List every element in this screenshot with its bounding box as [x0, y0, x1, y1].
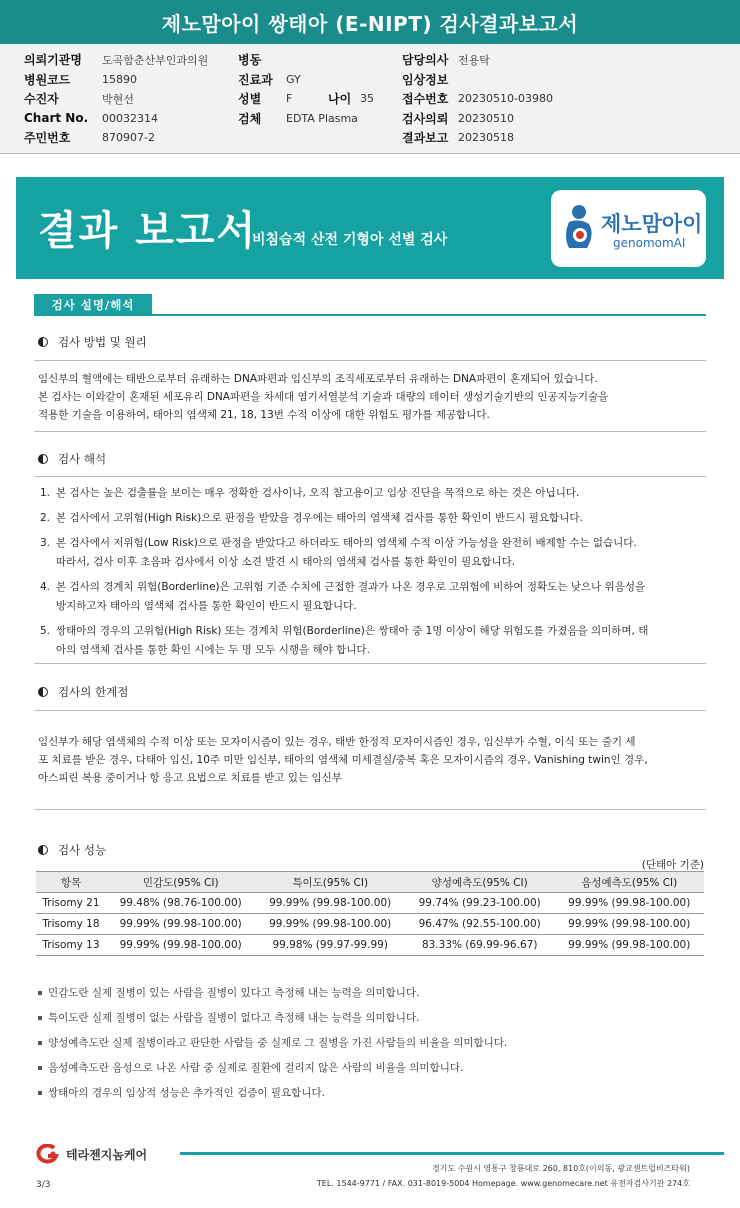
divider: [34, 809, 706, 810]
table-cell: Trisomy 18: [36, 914, 106, 935]
divider: [34, 710, 706, 711]
note-text: 양성예측도란 실제 질병이라고 판단한 사람들 중 실제로 그 질병을 가진 사람들의 비율을 의미합니다.: [48, 1037, 508, 1049]
column-header: 특이도(95% CI): [255, 872, 405, 893]
info-row: [402, 70, 553, 90]
bullet-icon: [38, 1041, 42, 1045]
section-tab: 검사 설명/해석: [34, 294, 152, 315]
info-label: Chart No.: [24, 111, 89, 126]
theragen-logo-icon: [34, 1144, 60, 1164]
column-header: 양성예측도(95% CI): [405, 872, 555, 893]
banner-subtitle: 비침습적 산전 기형아 선별 검사: [252, 232, 448, 248]
half-circle-icon: [38, 337, 48, 347]
age-label: 나이: [328, 92, 352, 107]
half-circle-icon: [38, 454, 48, 464]
info-label: 병원코드: [24, 72, 71, 87]
patient-info-column-3: [402, 50, 553, 148]
table-row: [36, 914, 704, 935]
item-line: 아의 염색체 검사를 통한 확인 시에는 두 명 모두 시행을 해야 합니다.: [56, 644, 370, 656]
note-text: 민감도란 실제 질병이 있는 사람을 질병이 있다고 측정해 내는 능력을 의미합니다.: [48, 987, 420, 999]
section-divider: [34, 314, 706, 316]
info-label: 수진자: [24, 92, 59, 107]
half-circle-icon: [38, 845, 48, 855]
info-value: 870907-2: [102, 131, 155, 145]
divider: [34, 431, 706, 432]
limits-line: 포 치료를 받은 경우, 다태아 임신, 10주 미만 임신부, 태아의 염색체 미세결실/중복 혹은 모자이시즘의 경우, Vanishing twin인 경우,: [38, 754, 648, 766]
column-header: 항목: [36, 872, 106, 893]
table-cell: 99.48% (98.76-100.00): [106, 893, 256, 914]
note-item: [38, 980, 706, 1005]
company-contact: TEL. 1544-9771 / FAX. 031-8019-5004 Homepage. www.genomecare.net 유전자검사기관 274호: [316, 1179, 690, 1188]
item-number: 1.: [40, 487, 51, 499]
info-label: 주민번호: [24, 131, 71, 146]
info-row: [402, 109, 553, 129]
table-cell: Trisomy 21: [36, 893, 106, 914]
mother-baby-icon: [561, 204, 597, 252]
note-item: [38, 1055, 706, 1080]
info-value: 박현선: [102, 92, 134, 106]
info-label: 임상정보: [402, 72, 449, 87]
half-circle-icon: [38, 687, 48, 697]
column-header: 민감도(95% CI): [106, 872, 256, 893]
info-label: 성별: [238, 92, 262, 107]
item-line: 본 검사는 높은 검출률을 보이는 매우 정확한 검사이나, 오직 참고용이고 임상 진단을 목적으로 하는 것은 아닙니다.: [56, 487, 580, 499]
table-cell: 96.47% (92.55-100.00): [405, 914, 555, 935]
info-row: [238, 70, 358, 90]
item-line: 따라서, 검사 이후 초음파 검사에서 이상 소견 발견 시 태아의 염색체 검사를 통한 확인이 필요합니다.: [56, 556, 516, 568]
item-line: 방지하고자 태아의 염색체 검사를 통한 확인이 반드시 필요합니다.: [56, 600, 357, 612]
info-value: 도곡함춘산부인과의원: [102, 53, 209, 67]
method-line: 임신부의 혈액에는 태반으로부터 유래하는 DNA파편과 임신부의 조직세포로부터 유래하는 DNA파편이 혼재되어 있습니다.: [38, 373, 598, 385]
method-heading: [38, 334, 147, 350]
table-cell: 99.99% (99.98-100.00): [106, 935, 256, 956]
footer-divider: [180, 1152, 724, 1155]
table-cell: 99.99% (99.98-100.00): [106, 914, 256, 935]
info-value: 20230510: [458, 111, 514, 125]
note-text: 음성예측도란 음성으로 나온 사람 중 실제로 질환에 걸리지 않은 사람의 비율을 의미합니다.: [48, 1062, 464, 1074]
info-label: 담당의사: [402, 53, 449, 68]
bullet-icon: [38, 1016, 42, 1020]
method-paragraph: [38, 370, 706, 424]
table-cell: 99.98% (99.97-99.99): [255, 935, 405, 956]
note-text: 특이도란 실제 질병이 없는 사람을 질병이 없다고 측정해 내는 능력을 의미합니다.: [48, 1012, 420, 1024]
table-cell: 99.99% (99.98-100.00): [554, 914, 704, 935]
info-label: 결과보고: [402, 131, 449, 146]
info-value: EDTA Plasma: [286, 111, 358, 125]
patient-info-panel: [0, 44, 740, 154]
table-row: [36, 935, 704, 956]
note-item: [38, 1005, 706, 1030]
table-cell: 99.99% (99.98-100.00): [554, 893, 704, 914]
column-header: 음성예측도(95% CI): [554, 872, 704, 893]
info-value: 20230518: [458, 131, 514, 145]
info-label: 진료과: [238, 72, 273, 87]
info-row: [402, 128, 553, 148]
interpret-heading: [38, 451, 106, 467]
info-label: 접수번호: [402, 92, 449, 107]
age-value: 35: [360, 92, 374, 106]
list-item: [40, 509, 700, 528]
divider: [34, 360, 706, 361]
info-value: 20230510-03980: [458, 92, 553, 106]
limits-line: 아스피린 복용 중이거나 항 응고 요법으로 치료를 받고 있는 임신부: [38, 772, 342, 784]
bullet-icon: [38, 1066, 42, 1070]
item-text: [56, 484, 579, 503]
table-header-row: [36, 872, 704, 893]
info-value: 15890: [102, 72, 137, 86]
unit-note: (단태아 기준): [641, 859, 704, 871]
page-number: 3/3: [36, 1180, 51, 1190]
table-row: [36, 893, 704, 914]
table-cell: Trisomy 13: [36, 935, 106, 956]
interpret-heading-text: 검사 해석: [58, 452, 107, 466]
genomom-logo: [551, 190, 706, 267]
bullet-icon: [38, 1091, 42, 1095]
item-number: 4.: [40, 581, 51, 593]
note-text: 쌍태아의 경우의 임상적 성능은 추가적인 검증이 필요합니다.: [48, 1087, 325, 1099]
definition-notes: [38, 980, 706, 1105]
limits-line: 임신부가 해당 염색체의 수적 이상 또는 모자이시즘이 있는 경우, 태반 한정적 모자이시즘인 경우, 임신부가 수혈, 이식 또는 줄기 세: [38, 736, 636, 748]
info-label: 검체: [238, 111, 262, 126]
limits-heading: [38, 684, 128, 700]
interpret-list: [40, 484, 700, 666]
item-text: [56, 509, 583, 528]
item-text: [56, 578, 645, 616]
limits-paragraph: [38, 733, 706, 787]
performance-heading: [38, 842, 106, 858]
divider: [34, 663, 706, 664]
info-row: [24, 128, 208, 148]
list-item: [40, 534, 700, 572]
info-row: [402, 89, 553, 109]
company-address: 경기도 수원시 영통구 창룡대로 260, 810호(이의동, 광교센트럴비즈타워): [431, 1164, 690, 1173]
item-number: 5.: [40, 625, 51, 637]
banner-title: 결과 보고서: [38, 208, 258, 254]
info-row: [238, 50, 358, 70]
info-label: 병동: [238, 53, 262, 68]
report-title: 제노맘아이 쌍태아 (E-NIPT) 검사결과보고서: [0, 0, 740, 44]
logo-english-text: genomomAI: [613, 236, 686, 250]
info-row: [238, 109, 358, 129]
performance-table: [36, 871, 704, 956]
item-line: 본 검사에서 고위험(High Risk)으로 판정을 받았을 경우에는 태아의 염색체 검사를 통한 확인이 반드시 필요합니다.: [56, 512, 583, 524]
limits-heading-text: 검사의 한계점: [58, 685, 129, 699]
info-row: [24, 89, 208, 109]
age-field: [328, 89, 374, 109]
list-item: [40, 622, 700, 660]
note-item: [38, 1030, 706, 1055]
item-number: 3.: [40, 537, 51, 549]
table-cell: 99.99% (99.98-100.00): [554, 935, 704, 956]
info-label: 의뢰기관명: [24, 53, 82, 68]
info-value: F: [286, 92, 293, 106]
logo-korean-text: 제노맘아이: [601, 212, 703, 236]
company-name: 테라젠지놈케어: [66, 1147, 148, 1162]
table-cell: 99.99% (99.98-100.00): [255, 893, 405, 914]
bullet-icon: [38, 991, 42, 995]
info-row: [24, 70, 208, 90]
info-value: GY: [286, 72, 301, 86]
patient-info-column-1: [24, 50, 208, 148]
result-banner: [16, 177, 724, 279]
info-row: [402, 50, 553, 70]
info-label: 검사의뢰: [402, 111, 449, 126]
method-line: 적용한 기술을 이용하여, 태아의 염색체 21, 18, 13번 수적 이상에 대한 위험도 평가를 제공합니다.: [38, 409, 490, 421]
performance-heading-text: 검사 성능: [58, 843, 107, 857]
method-heading-text: 검사 방법 및 원리: [58, 335, 147, 349]
info-value: 00032314: [102, 111, 158, 125]
table-cell: 83.33% (69.99-96.67): [405, 935, 555, 956]
item-line: 쌍태아의 경우의 고위험(High Risk) 또는 경계치 위험(Borderline)은 쌍태아 중 1명 이상이 해당 위험도를 가졌음을 의미하며, 태: [56, 625, 649, 637]
method-line: 본 검사는 이와같이 혼재된 세포유리 DNA파편을 차세대 염기서열분석 기술과 대량의 데이터 생성기술기반의 인공지능기술을: [38, 391, 609, 403]
info-row: [24, 109, 208, 129]
table-cell: 99.74% (99.23-100.00): [405, 893, 555, 914]
table-cell: 99.99% (99.98-100.00): [255, 914, 405, 935]
list-item: [40, 484, 700, 503]
note-item: [38, 1080, 706, 1105]
item-text: [56, 534, 637, 572]
info-row: [24, 50, 208, 70]
divider: [34, 476, 706, 477]
info-value: 전용탁: [458, 53, 490, 67]
item-line: 본 검사에서 저위험(Low Risk)으로 판정을 받았다고 하더라도 태아의 염색체 수적 이상 가능성을 완전히 배제할 수는 없습니다.: [56, 537, 637, 549]
item-text: [56, 622, 648, 660]
item-line: 본 검사의 경계치 위험(Borderline)은 고위험 기준 수치에 근접한 결과가 나온 경우로 고위험에 비하여 정확도는 낮으나 위음성을: [56, 581, 646, 593]
company-logo: [34, 1144, 147, 1164]
list-item: [40, 578, 700, 616]
item-number: 2.: [40, 512, 51, 524]
